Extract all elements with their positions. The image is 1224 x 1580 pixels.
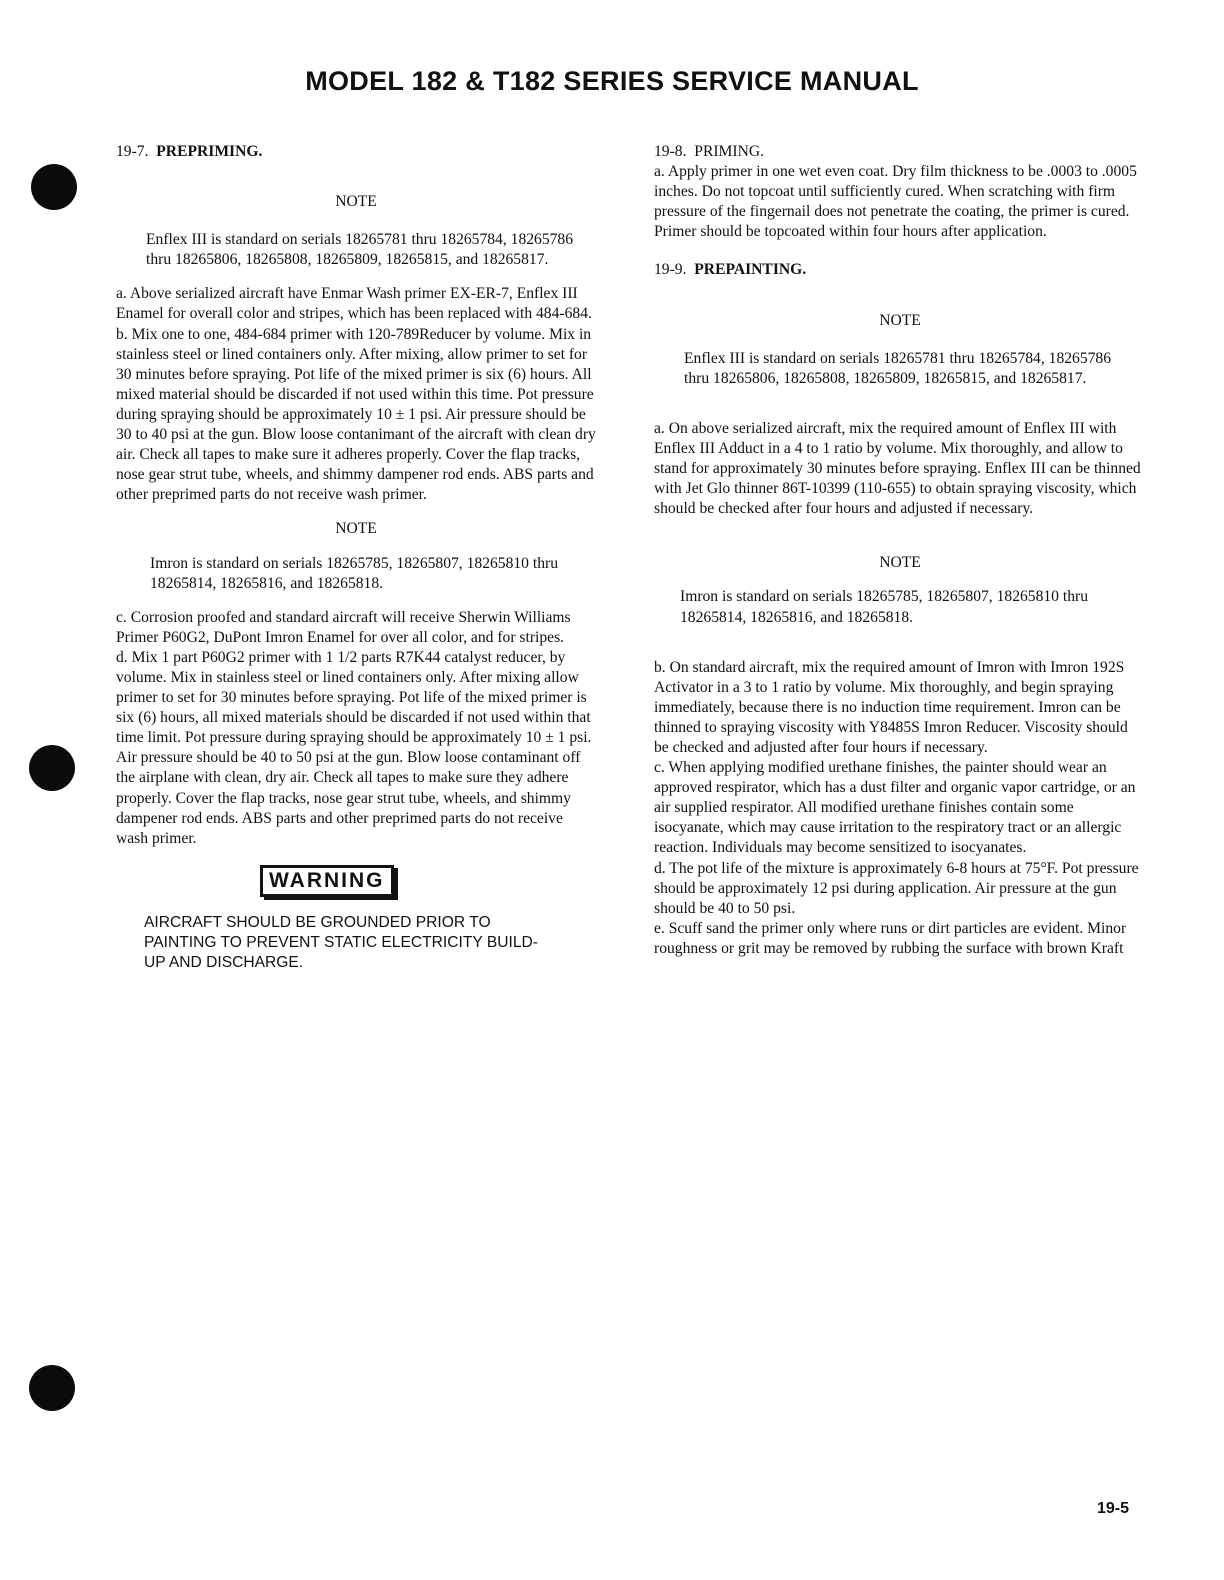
binder-hole-bottom	[29, 1365, 75, 1411]
paragraph-a: a. Above serialized aircraft have Enmar Wash primer EX-ER-7, Enflex III Enamel for overall color and stripes, which has been replaced with 484-684.	[116, 285, 592, 323]
priming-paragraph-a: a. Apply primer in one wet even coat. Dry film thickness to be .0003 to .0005 inches. Do not topcoat until sufficiently cured. When scratching with firm pressure of the fingernail does not penetrate the coating, the primer is cured. Primer should be topcoated within four hours after application.	[654, 163, 1137, 241]
warning-badge: WARNING	[260, 865, 394, 897]
warning-badge-wrap	[116, 865, 596, 897]
note-text: Enflex III is standard on serials 18265781 thru 18265784, 18265786 thru 18265806, 18265808, 18265809, 18265815, and 18265817.	[684, 349, 1112, 387]
binder-hole-middle	[29, 745, 75, 791]
note-text: Imron is standard on serials 18265785, 18265807, 18265810 thru 18265814, 18265816, and 18265818.	[680, 588, 1088, 626]
paragraph-c: c. Corrosion proofed and standard aircraft will receive Sherwin Williams Primer P60G2, DuPont Imron Enamel for over all color, and for stripes.	[116, 608, 571, 646]
note-text: Enflex III is standard on serials 18265781 thru 18265784, 18265786 thru 18265806, 18265808, 18265809, 18265815, and 18265817.	[146, 231, 574, 269]
paragraph-d: d. Mix 1 part P60G2 primer with 1 1/2 parts R7K44 catalyst reducer, by volume. Mix in stainless steel or lined containers only. After mixing allow primer to set for 30 minutes before spraying. Pot life of the mixed primer is six (6) hours, all mixed materials should be discarded if not used within that time limit. Pot pressure during spraying should be approximately 10 ± 1 psi. Air pressure should be 40 to 50 psi at the gun. Blow loose contaminant off the airplane with clean, dry air. Check all tapes to make sure they adhere properly. Cover the flap tracks, nose gear strut tube, wheels, and shimmy dampener rod ends. ABS parts and other preprimed parts do not receive wash primer.	[116, 648, 592, 847]
section-heading-prepainting: 19-9. PREPAINTING.	[654, 261, 807, 279]
binder-hole-top	[31, 164, 77, 210]
paragraph-e: e. Scuff sand the primer only where runs or dirt particles are evident. Minor roughness or grit may be removed by rubbing the surface with brown Kraft	[654, 919, 1127, 957]
page-number: 19-5	[1096, 1500, 1129, 1517]
page-header: MODEL 182 & T182 SERIES SERVICE MANUAL	[305, 66, 919, 96]
section-heading-priming: 19-8. PRIMING.	[654, 143, 765, 160]
note-heading: NOTE	[335, 520, 377, 538]
note-heading: NOTE	[335, 193, 377, 211]
right-column	[654, 142, 1146, 959]
left-column	[116, 142, 596, 973]
note-heading: NOTE	[879, 554, 921, 572]
paragraph-b: b. Mix one to one, 484-684 primer with 120-789Reducer by volume. Mix in stainless steel or lined containers only. After mixing, allow primer to set for 30 minutes before spraying. Pot life of the mixed primer is six (6) hours. All mixed material should be discarded if not used within this time. Pot pressure during spraying should be approximately 10 ± 1 psi. Air pressure should be 30 to 40 psi at the gun. Blow loose contanimant of the aircraft with clean dry air. Check all tapes to make sure it adheres properly. Cover the flap tracks, nose gear strut tube, wheels, and shimmy dampener rod ends. ABS parts and other preprimed parts do not receive wash primer.	[116, 325, 596, 504]
note-heading: NOTE	[879, 311, 921, 329]
warning-text: AIRCRAFT SHOULD BE GROUNDED PRIOR TO PAINTING TO PREVENT STATIC ELECTRICITY BUILD-UP AND DISCHARGE.	[144, 913, 538, 971]
paragraph-a: a. On above serialized aircraft, mix the required amount of Enflex III with Enflex III Adduct in a 4 to 1 ratio by volume. Mix thoroughly, and allow to stand for approximately 30 minutes before spraying. Enflex III can be thinned with Jet Glo thinner 86T-10399 (110-655) to obtain spraying viscosity, which should be checked after four hours and adjusted if necessary.	[654, 419, 1141, 518]
note-text: Imron is standard on serials 18265785, 18265807, 18265810 thru 18265814, 18265816, and 18265818.	[150, 554, 558, 592]
paragraph-c: c. When applying modified urethane finishes, the painter should wear an approved respirator, which has a dust filter and organic vapor cartridge, or an air supplied respirator. All modified urethane finishes contain some isocyanate, which may cause irritation to the respiratory tract or an allergic reaction. Individuals may become sensitized to isocyanates.	[654, 759, 1136, 857]
paragraph-d: d. The pot life of the mixture is approximately 6-8 hours at 75°F. Pot pressure should be approximately 12 psi during application. Air pressure at the gun should be 40 to 50 psi.	[654, 859, 1139, 917]
paragraph-b: b. On standard aircraft, mix the required amount of Imron with Imron 192S Activator in a 3 to 1 ratio by volume. Mix thoroughly, and begin spraying immediately, because there is no induction time requirement. Imron can be thinned to spraying viscosity with Y8485S Imron Reducer. Viscosity should be checked and adjusted after four hours if necessary.	[654, 658, 1128, 756]
section-heading-prepriming: 19-7. PREPRIMING.	[116, 143, 263, 160]
